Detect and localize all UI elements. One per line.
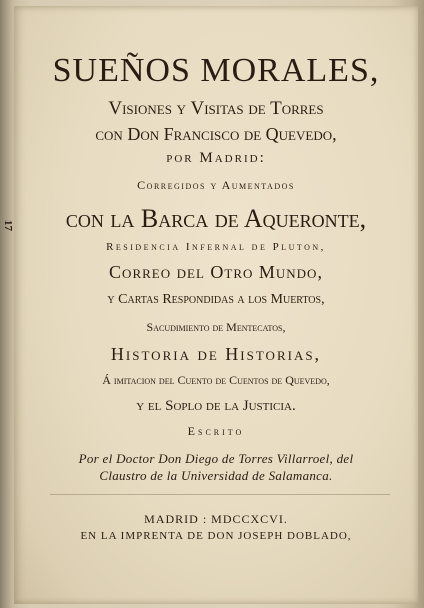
subtitle-line-historia: Historia de Historias, [110,344,322,364]
imprint-printer: EN LA IMPRENTA DE DON JOSEPH DOBLADO, [80,530,352,542]
subtitle-line-barca: con la Barca de Aqueronte, [65,204,367,233]
subtitle-line-madrid: por Madrid: [166,150,266,166]
subtitle-line-residencia: Residencia Infernal de Pluton, [106,241,326,253]
escrito-label: Escrito [187,424,245,438]
subtitle-line-cartas: y Cartas Respondidas a los Muertos, [107,292,325,307]
subtitle-line-imitacion: Á imitacion del Cuento de Cuentos de Quevedo, [102,373,330,387]
imprint-place-date: MADRID : MDCCXCVI. [144,512,288,526]
subtitle-line-quevedo: con Don Francisco de Quevedo, [95,124,337,144]
subtitle-line-soplo: y el Soplo de la Justicia. [136,398,296,414]
author-line-2: Claustro de la Universidad de Salamanca. [99,468,333,483]
margin-stamp: 17 [2,220,14,231]
book-title: SUEÑOS MORALES, [52,52,380,89]
subtitle-line-visiones: Visiones y Visitas de Torres [108,98,324,119]
subtitle-line-correo: Correo del Otro Mundo, [109,262,323,282]
divider-rule [50,494,390,495]
author-line-1: Por el Doctor Don Diego de Torres Villarroel, del [78,451,354,466]
subtitle-line-corregidos: Corregidos y Aumentados [137,178,295,192]
subtitle-line-sacudimiento: Sacudimiento de Mentecatos, [146,320,286,334]
